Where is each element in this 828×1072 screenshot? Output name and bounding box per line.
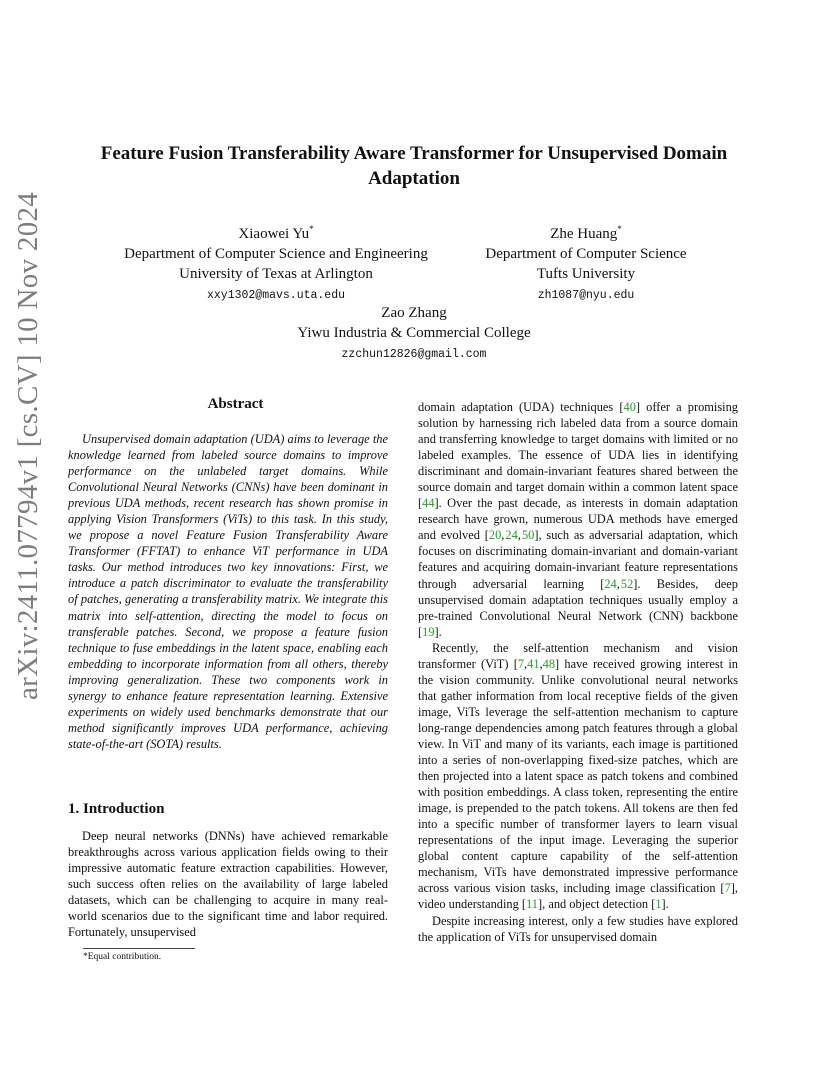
author-block-1	[96, 219, 456, 302]
equal-contribution-mark: *	[617, 224, 622, 234]
footnote-rule	[83, 948, 195, 949]
citation-link[interactable]: 41	[527, 656, 540, 671]
abstract-paragraph: Unsupervised domain adaptation (UDA) aims to leverage the knowledge learned from labeled source domains to improve performance on the unlabeled target domains. While Convolutional Neural Networks (CNNs) have been dominant in previous UDA methods, recent research has shown promise in applying Vision Transformers (ViTs) to this task. In this study, we propose a novel Feature Fusion Transferability Aware Transformer (FFTAT) to enhance ViT performance in UDA tasks. Our method introduces two key innovations: First, we introduce a patch discriminator to evaluate the transferability of patches, generating a transferability matrix. We integrate this matrix into self-attention, directing the model to focus on transferable patches. Second, we propose a feature fusion technique to fuse embeddings in the latent space, enabling each embedding to incorporate information from all others, thereby improving generalization. These two components work in synergy to enhance feature representation learning. Extensive experiments on widely used benchmarks demonstrate that our method significantly improves UDA performance, achieving state-of-the-art (SOTA) results.	[68, 432, 388, 751]
author-block-2	[456, 219, 716, 302]
author-department: Department of Computer Science	[485, 246, 687, 262]
citation-link[interactable]: 40	[623, 400, 636, 414]
intro-paragraph: Despite increasing interest, only a few studies have explored the application of ViTs for unsupervised domain	[418, 913, 738, 944]
citation-link[interactable]: 7	[517, 656, 525, 671]
author-email[interactable]: zh1087@nyu.edu	[537, 289, 635, 302]
citation-link[interactable]: 44	[422, 496, 435, 511]
author-email[interactable]: zzchun12826@gmail.com	[341, 348, 487, 361]
author-name: Zao Zhang	[381, 305, 447, 321]
introduction-left	[68, 828, 388, 940]
author-institution: University of Texas at Arlington	[179, 266, 373, 282]
citation-link[interactable]: 52	[620, 576, 634, 591]
intro-paragraph: Deep neural networks (DNNs) have achieved remarkable breakthroughs across various application fields owing to their impressive automatic feature extraction capabilities. However, such success often relies on the availability of large labeled datasets, which can be challenging to acquire in many real-world scenarios due to the significant time and labor required. Fortunately, unsupervised	[68, 829, 388, 940]
citation-link[interactable]: 11	[526, 897, 538, 912]
author-department: Yiwu Industria & Commercial College	[297, 325, 531, 341]
author-name: Zhe Huang	[550, 226, 618, 242]
citation-link[interactable]: 19	[422, 624, 435, 639]
footnote: *Equal contribution.	[83, 952, 162, 962]
section-heading-introduction: 1. Introduction	[68, 801, 165, 817]
arxiv-identifier: arXiv:2411.07794v1 [cs.CV] 10 Nov 2024	[12, 191, 44, 700]
author-institution: Tufts University	[536, 266, 636, 282]
author-email[interactable]: xxy1302@mavs.uta.edu	[206, 289, 346, 302]
citation-link[interactable]: 24	[604, 576, 617, 591]
citation-link[interactable]: 24	[505, 528, 518, 543]
intro-paragraph: domain adaptation (UDA) techniques [40] offer a promising solution by harnessing rich labeled data from a source domain and transferring knowledge to target domains with limited or no labeled examples. The essence of UDA lies in identifying discriminant and domain-invariant features shared between the source domain and target domain within a common latent space [44]. Over the past decade, as interests in domain adaptation research have grown, numerous UDA methods have emerged and evolved [20, 24, 50], such as adversarial adaptation, which focuses on discriminating domain-invariant and domain-variant features and acquiring domain-invariant feature representations through adversarial learning [24, 52]. Besides, deep unsupervised domain adaptation techniques usually employ a pre-trained Convolutional Neural Network (CNN) backbone [19].	[418, 400, 738, 639]
citation-link[interactable]: 50	[521, 528, 535, 543]
author-block-3	[222, 303, 606, 361]
author-name: Xiaowei Yu	[238, 226, 310, 242]
citation-link[interactable]: 20	[488, 528, 502, 543]
equal-contribution-mark: *	[309, 224, 314, 234]
abstract-heading: Abstract	[207, 396, 264, 412]
author-department: Department of Computer Science and Engineering	[124, 246, 428, 262]
paper-title: Feature Fusion Transferability Aware Transformer for Unsupervised Domain Adaptation	[100, 143, 728, 189]
introduction-right	[418, 399, 738, 945]
intro-paragraph: Recently, the self-attention mechanism and vision transformer (ViT) [7,41,48] have received growing interest in the vision community. Unlike convolutional neural networks that gather information from local receptive fields of the given image, ViTs leverage the self-attention mechanism to capture long-range dependencies among patch features through a global view. In ViT and many of its variants, each image is partitioned into a series of non-overlapping fixed-size patches, which are then projected into a latent space as patch tokens and combined with position embeddings. A class token, representing the entire image, is prepended to the patch tokens. All tokens are then fed into a specific number of transformer layers to learn visual representations of the input image. Leveraging the superior global content capture capability of the self-attention mechanism, ViTs have demonstrated impressive performance across various vision tasks, including image classification [7], video understanding [11], and object detection [1].	[418, 640, 738, 912]
abstract-body	[68, 431, 388, 752]
citation-link[interactable]: 1	[655, 897, 662, 912]
citation-link[interactable]: 48	[542, 656, 556, 671]
citation-link[interactable]: 7	[724, 881, 731, 896]
